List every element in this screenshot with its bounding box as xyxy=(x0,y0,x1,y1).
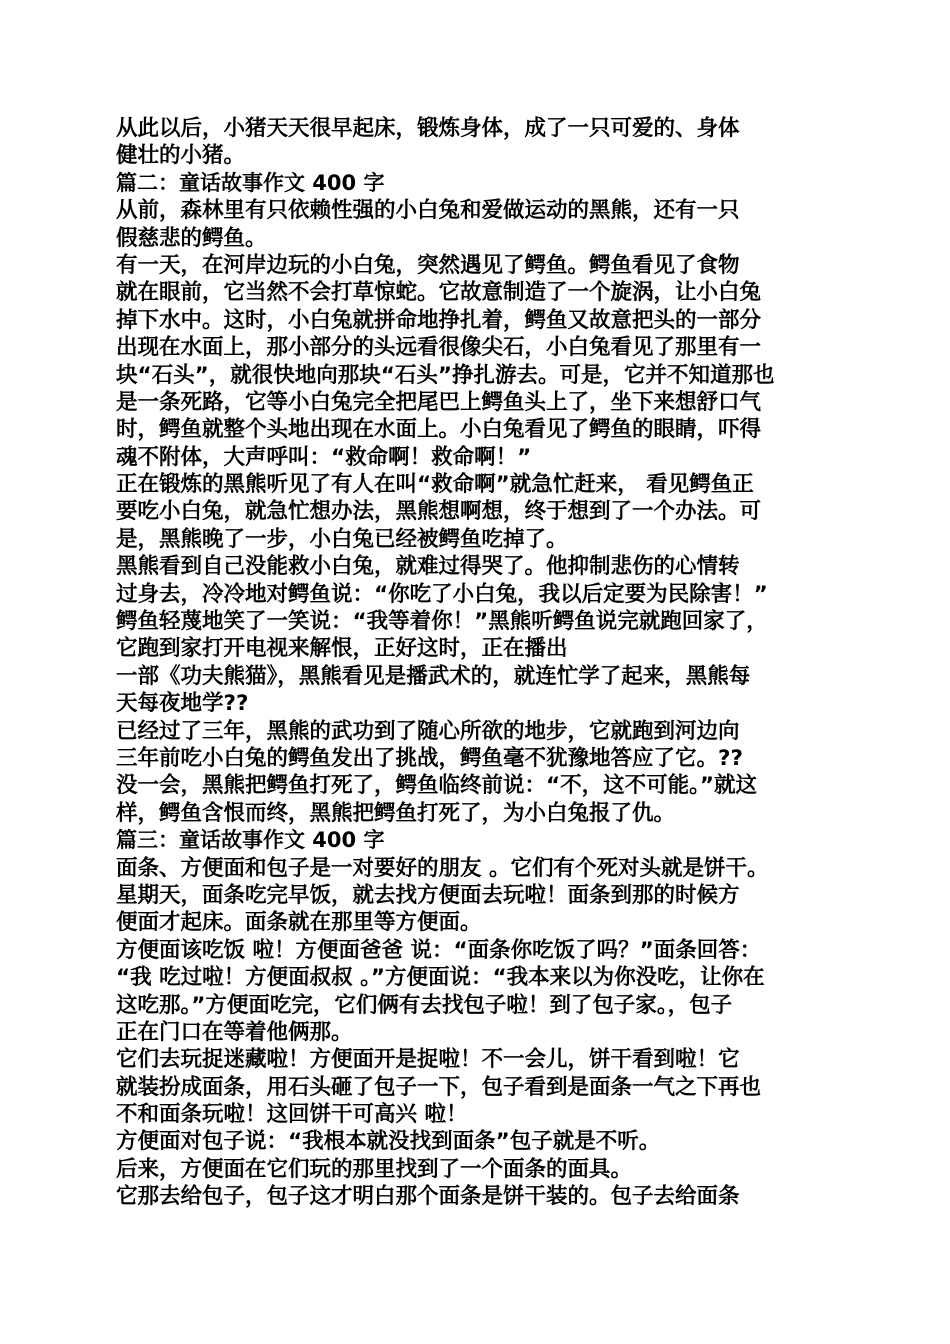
text-line: 有一天，在河岸边玩的小白兔，突然遇见了鳄鱼。鳄鱼看见了食物 xyxy=(116,252,740,278)
text-line: 时，鳄鱼就整个头地出现在水面上。小白兔看见了鳄鱼的眼睛，吓得 xyxy=(116,417,762,443)
text-line: 样，鳄鱼含恨而终，黑熊把鳄鱼打死了，为小白兔报了仇。 xyxy=(116,800,676,826)
text-line: 健壮的小猪。 xyxy=(116,143,246,169)
text-line: 出现在水面上，那小部分的头远看很像尖石，小白兔看见了那里有一 xyxy=(116,335,762,361)
text-line: 从此以后，小猪天天很早起床，锻炼身体，成了一只可爱的、身体 xyxy=(116,116,740,141)
section-heading-3: 篇三：童话故事作文 400 字 xyxy=(116,828,385,853)
text-line: 三年前吃小白兔的鳄鱼发出了挑战，鳄鱼毫不犹豫地答应了它。?? xyxy=(116,745,743,771)
text-line: 是一条死路，它等小白兔完全把尾巴上鳄鱼头上了，坐下来想舒口气 xyxy=(116,389,762,415)
document-body xyxy=(116,115,846,1211)
text-line: 没一会，黑熊把鳄鱼打死了，鳄鱼临终前说：“不，这不可能。”就这 xyxy=(116,773,758,799)
text-line: 是，黑熊晚了一步，小白兔已经被鳄鱼吃掉了。 xyxy=(116,526,568,552)
text-line: 这吃那。”方便面吃完，它们俩有去找包子啦！到了包子家。，包子 xyxy=(116,992,733,1018)
text-line: 过身去，冷冷地对鳄鱼说：“你吃了小白兔，我以后定要为民除害！” xyxy=(116,581,768,607)
text-line: 黑熊看到自己没能救小白兔，就难过得哭了。他抑制悲伤的心情转 xyxy=(116,554,740,580)
text-line: 魂不附体，大声呼叫：“救命啊！救命啊！” xyxy=(116,444,532,470)
text-line: 鳄鱼轻蔑地笑了一笑说：“我等着你！”黑熊听鳄鱼说完就跑回家了， xyxy=(116,609,768,635)
text-line: 不和面条玩啦！这回饼干可高兴 啦！ xyxy=(116,1102,468,1128)
text-line: 正在门口在等着他俩那。 xyxy=(116,1019,353,1045)
text-line: 假慈悲的鳄鱼。 xyxy=(116,225,267,251)
text-line: 要吃小白兔，就急忙想办法，黑熊想啊想，终于想到了一个办法。可 xyxy=(116,499,762,525)
text-line: 面条、方便面和包子是一对要好的朋友 。它们有个死对头就是饼干。 xyxy=(116,855,769,881)
text-line: 天每夜地学?? xyxy=(116,691,249,717)
text-line: 它那去给包子，包子这才明白那个面条是饼干装的。包子去给面条 xyxy=(116,1184,740,1210)
text-line: 它们去玩捉迷藏啦！方便面开是捉啦！不一会儿，饼干看到啦！它 xyxy=(116,1047,740,1073)
text-line: 掉下水中。这时，小白兔就拼命地挣扎着，鳄鱼又故意把头的一部分 xyxy=(116,307,762,333)
text-line: 后来，方便面在它们玩的那里找到了一个面条的面具。 xyxy=(116,1156,633,1182)
text-line: “我 吃过啦！方便面叔叔 。”方便面说：“我本来以为你没吃，让你在 xyxy=(116,965,765,991)
text-line: 就在眼前，它当然不会打草惊蛇。它故意制造了一个旋涡，让小白兔 xyxy=(116,280,762,306)
section-heading-2: 篇二：童话故事作文 400 字 xyxy=(116,170,385,195)
text-line: 正在锻炼的黑熊听见了有人在叫“救命啊”就急忙赶来， 看见鳄鱼正 xyxy=(116,472,754,498)
text-line: 块“石头”，就很快地向那块“石头”挣扎游去。可是，它并不知道那也 xyxy=(116,362,775,388)
text-line: 从前，森林里有只依赖性强的小白兔和爱做运动的黑熊，还有一只 xyxy=(116,198,740,224)
text-line: 星期天，面条吃完早饭，就去找方便面去玩啦！面条到那的时候方 xyxy=(116,882,740,908)
text-line: 一部《功夫熊猫》，黑熊看见是播武术的，就连忙学了起来，黑熊每 xyxy=(116,663,751,689)
text-line: 方便面该吃饭 啦！方便面爸爸 说：“面条你吃饭了吗？”面条回答： xyxy=(116,937,762,963)
text-line: 就装扮成面条，用石头砸了包子一下，包子看到是面条一气之下再也 xyxy=(116,1074,762,1100)
text-line: 它跑到家打开电视来解恨，正好这时，正在播出 xyxy=(116,636,568,662)
text-line: 方便面对包子说：“我根本就没找到面条”包子就是不听。 xyxy=(116,1129,661,1155)
text-line: 已经过了三年，黑熊的武功到了随心所欲的地步，它就跑到河边向 xyxy=(116,718,740,744)
text-line: 便面才起床。面条就在那里等方便面。 xyxy=(116,910,482,936)
